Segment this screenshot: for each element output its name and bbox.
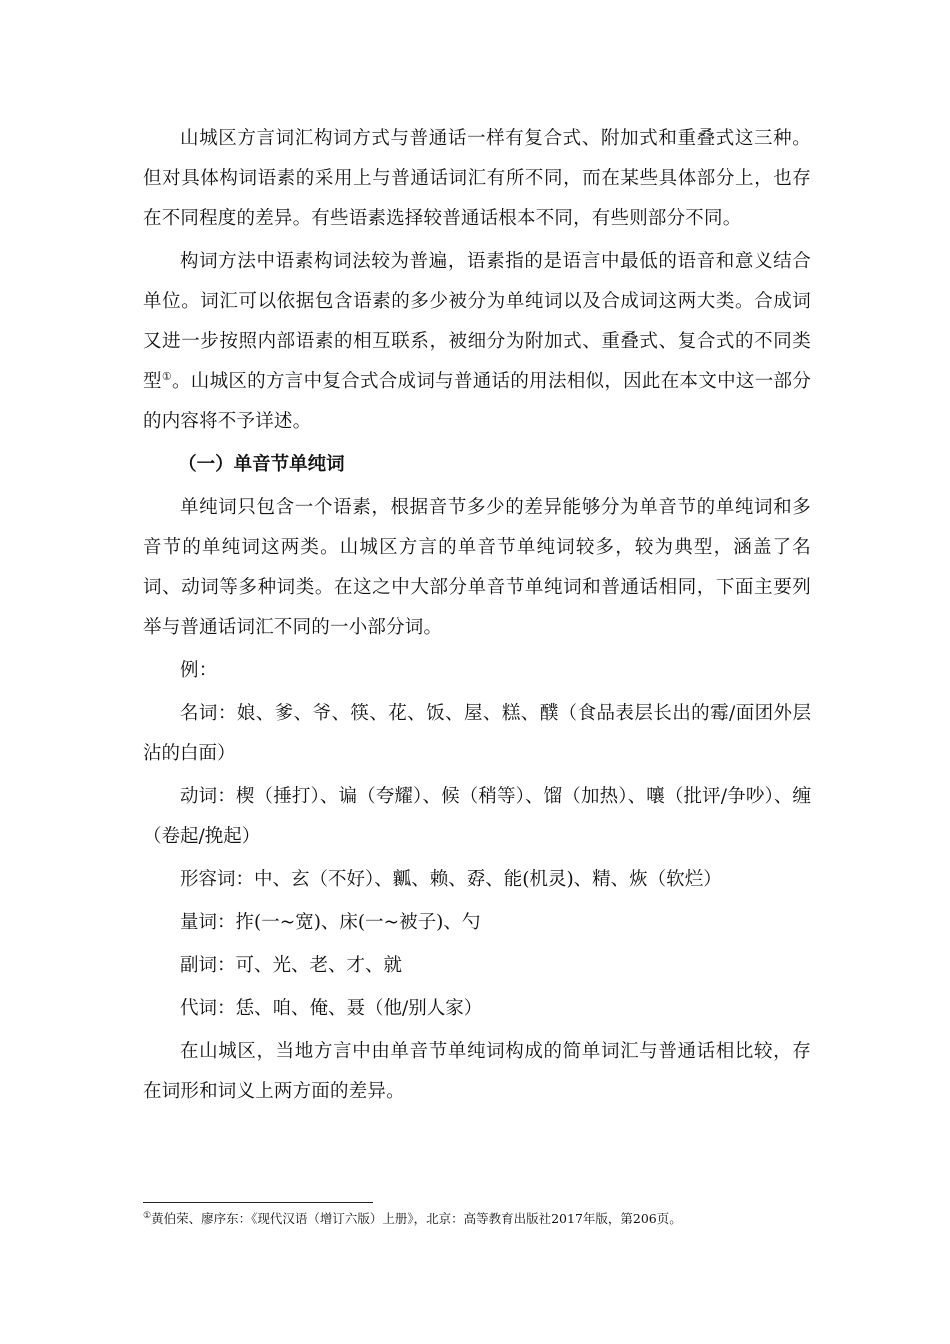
footnote: [143, 1210, 843, 1228]
paragraph-conclusion: 在山城区，当地方言中由单音节单纯词构成的简单词汇与普通话相比较，存在词形和词义上两方面的差异。: [143, 1041, 811, 1102]
example-adjectives: 形容词：中、玄（不好）、瓤、赖、孬、能(机灵)、精、烣（软烂）: [180, 869, 722, 890]
paragraph-morpheme-formation: [143, 242, 811, 442]
example-label: 例：: [180, 660, 218, 681]
example-measure-words: 量词：拃(一~宽)、床(一~被子)、勺: [180, 912, 481, 933]
example-adverbs: 副词：可、光、老、才、就: [180, 955, 403, 976]
paragraph-word-formation-intro: 山城区方言词汇构词方式与普通话一样有复合式、附加式和重叠式这三种。但对具体构词语素的采用上与普通话词汇有所不同，而在某些具体部分上，也存在不同程度的差异。有些语素选择较普通话根本不同，有些则部分不同。: [143, 128, 811, 229]
example-verbs: 动词：楔（捶打）、谝（夸耀）、候（稍等）、馏（加热）、嚷（批评/争吵）、缠（卷起/挽起）: [143, 786, 811, 847]
footnote-mark: ①: [143, 1210, 152, 1221]
example-nouns: 名词：娘、爹、爷、筷、花、饭、屋、糕、醭（食品表层长出的霉/面团外层沾的白面）: [143, 703, 811, 764]
paragraph-text-part-1: 构词方法中语素构词法较为普遍，语素指的是语言中最低的语音和意义结合单位。词汇可以依据包含语素的多少被分为单纯词以及合成词这两大类。合成词又进一步按照内部语素的相互联系，被细分为附加式、重叠式、复合式的不同类型: [143, 251, 811, 392]
footnote-divider: [143, 1202, 373, 1203]
section-heading: （一）单音节单纯词: [178, 454, 345, 475]
footnote-reference[interactable]: ①: [161, 369, 172, 383]
document-body: [143, 119, 811, 1115]
example-pronouns: 代词：恁、咱、俺、聂（他/别人家）: [180, 998, 483, 1019]
paragraph-text-part-2: 。山城区的方言中复合式合成词与普通话的用法相似，因此在本文中这一部分的内容将不予详述。: [143, 371, 812, 432]
paragraph-simple-words: 单纯词只包含一个语素，根据音节多少的差异能够分为单音节的单纯词和多音节的单纯词这两类。山城区方言的单音节单纯词较多，较为典型，涵盖了名词、动词等多种词类。在这之中大部分单音节单纯词和普通话相同，下面主要列举与普通话词汇不同的一小部分词。: [143, 497, 811, 638]
footnote-text: 黄伯荣、廖序东：《现代汉语（增订六版）上册》，北京：高等教育出版社2017年版，第206页。: [151, 1211, 682, 1226]
